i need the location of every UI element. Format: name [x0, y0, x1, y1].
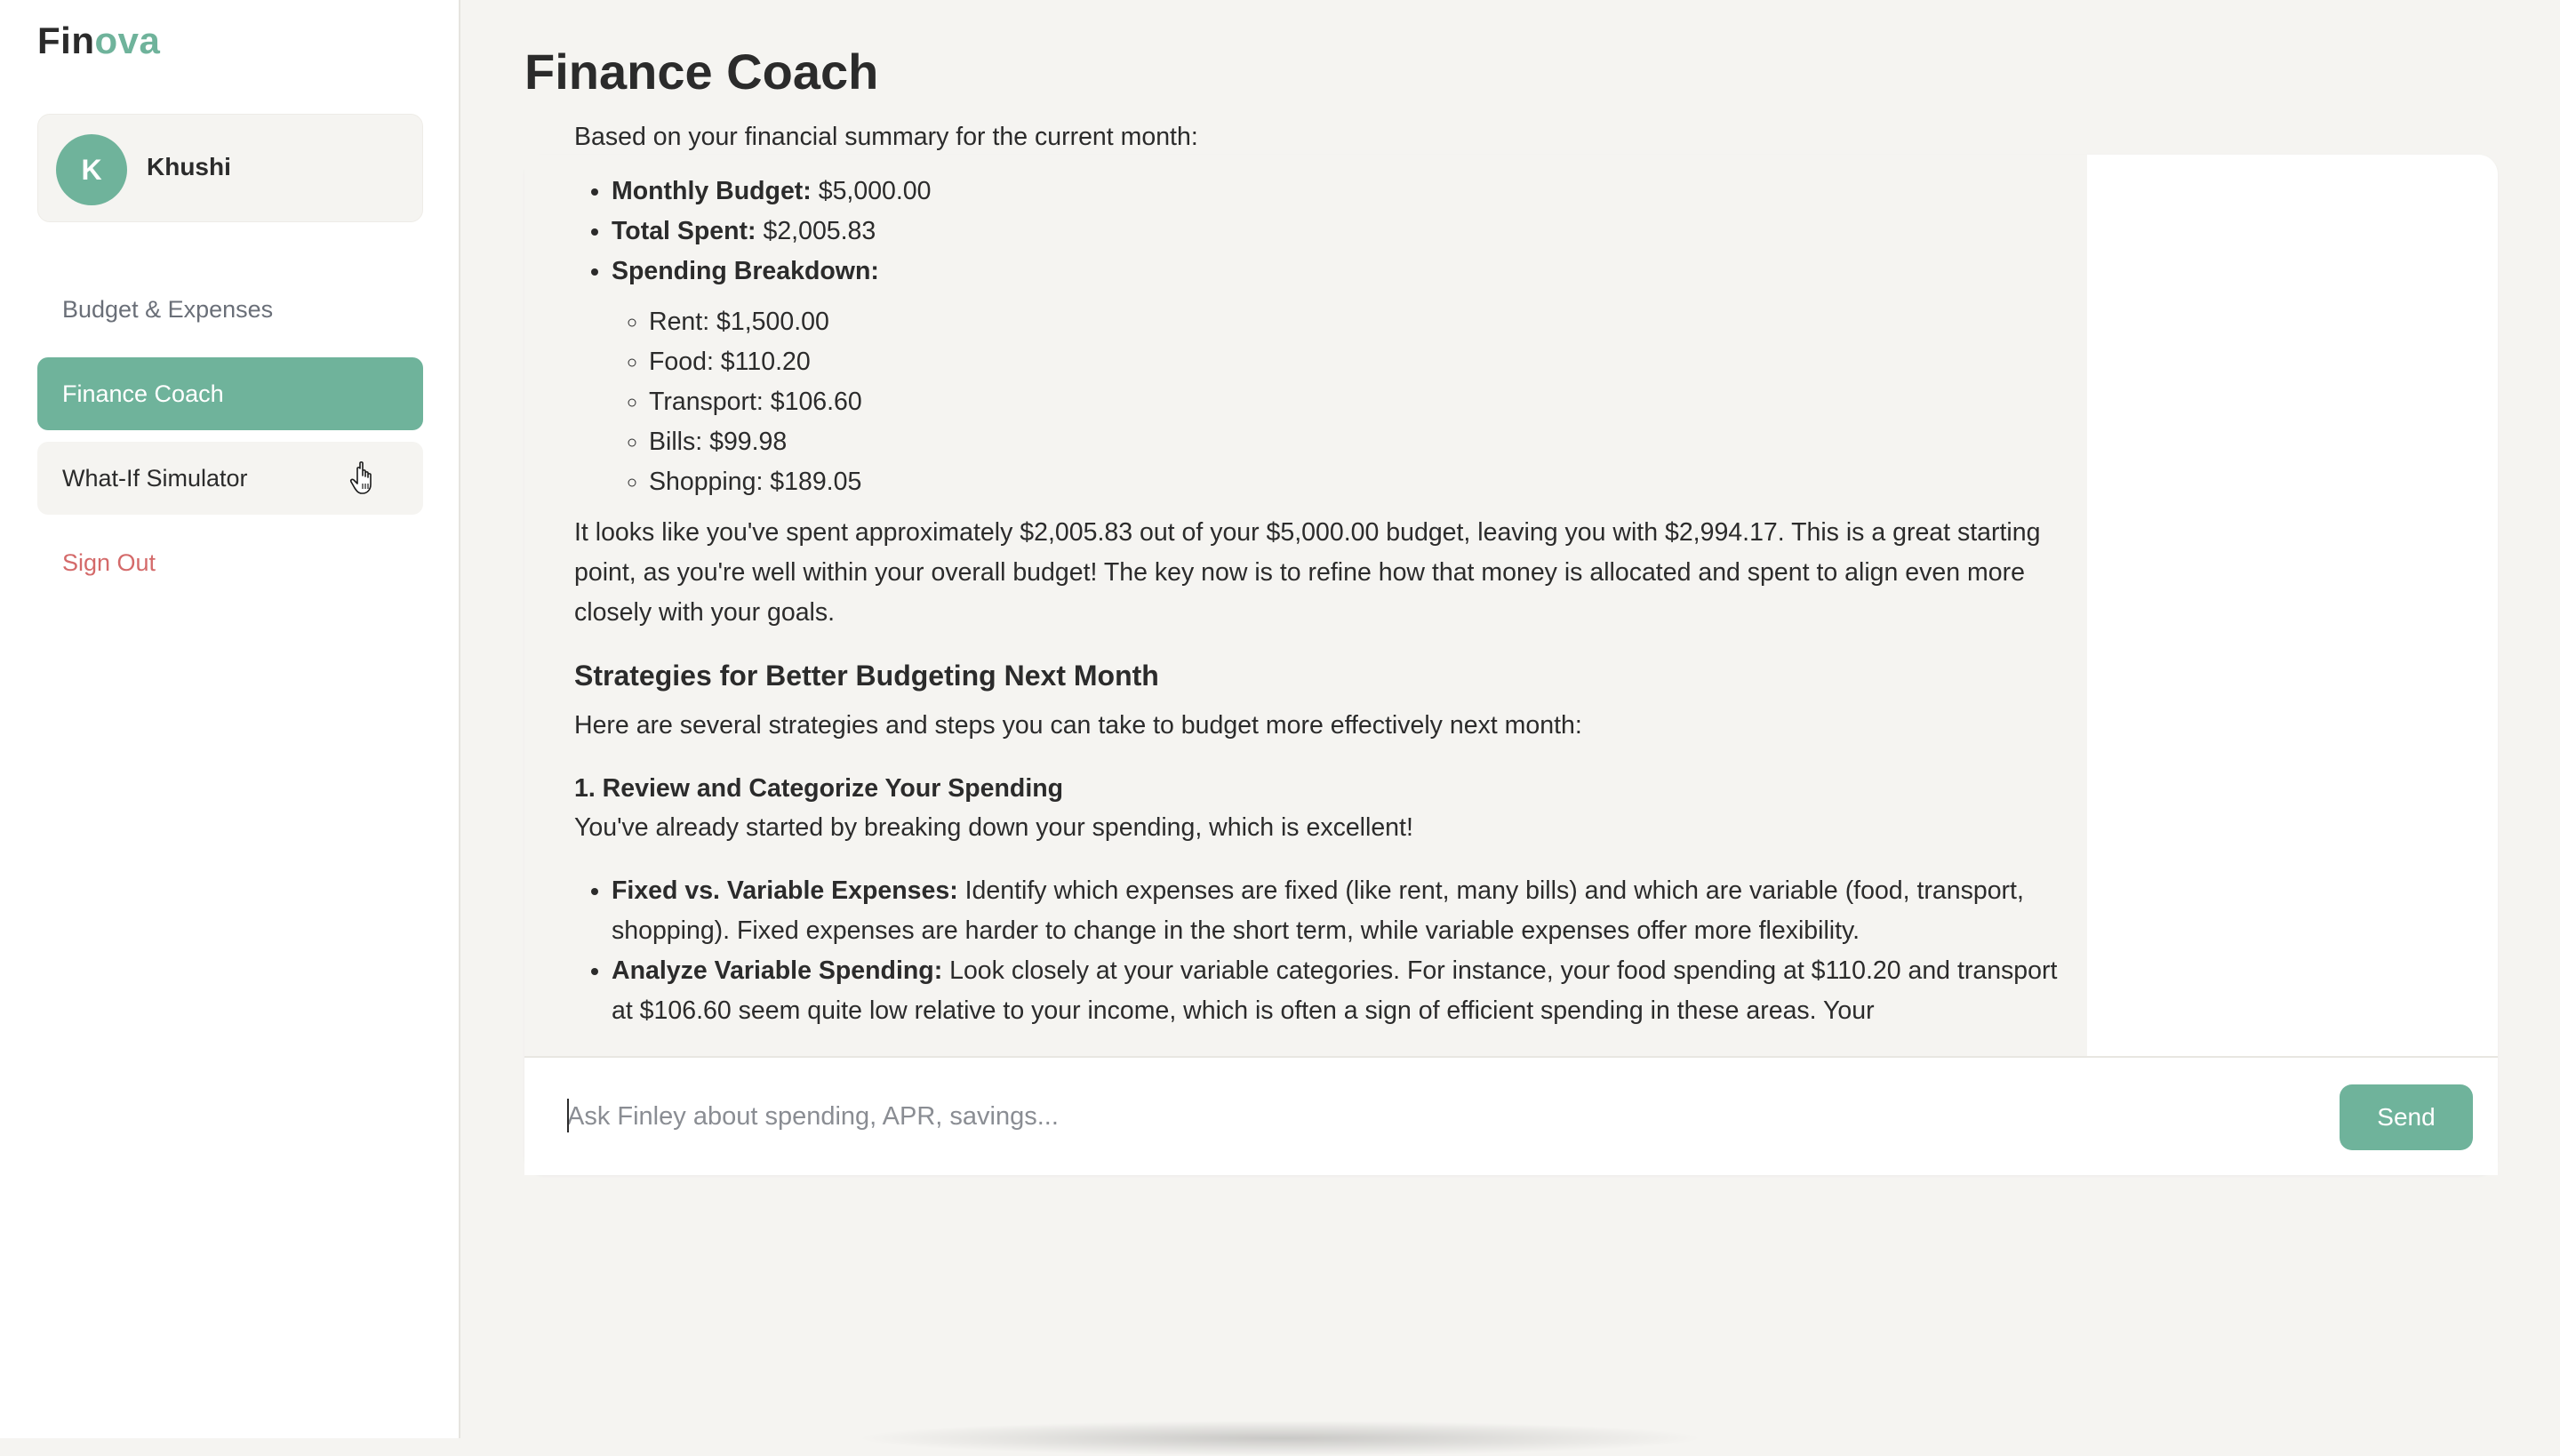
- list-item: ◦ Bills: $99.98: [649, 422, 2068, 462]
- sidebar: [0, 0, 460, 1438]
- sign-out-button[interactable]: [37, 526, 423, 599]
- send-button[interactable]: Send: [2340, 1084, 2473, 1150]
- hand-pointer-icon: [350, 460, 379, 496]
- sidebar-item-label: Finance Coach: [62, 380, 224, 407]
- message-paragraph: You've already started by breaking down your spending, which is excellent!: [574, 813, 1413, 842]
- sidebar-item-finance-coach[interactable]: [37, 357, 423, 430]
- user-card: [37, 114, 423, 222]
- list-item: • Fixed vs. Variable Expenses: Identify which expenses are fixed (like rent, many bills) and which are variable (food, transport, shopping). Fixed expenses are harder to change in the short term, while variable expenses offer more flexibility.: [612, 871, 2068, 951]
- list-item: • Analyze Variable Spending: Look closely at your variable categories. For instance, your food spending at $110.20 and transport at $106.60 seem quite low relative to your income, which is often a sign of efficient spending in these areas. Your: [612, 951, 2068, 1031]
- list-item: ◦ Rent: $1,500.00: [649, 302, 2068, 342]
- bottom-shadow: [853, 1420, 1707, 1456]
- list-item: • Total Spent: $2,005.83: [612, 212, 2068, 252]
- assistant-message: [574, 117, 2068, 1031]
- sign-out-label: Sign Out: [62, 548, 156, 576]
- avatar: K: [56, 134, 127, 205]
- user-name: Khushi: [147, 153, 231, 180]
- chat-input[interactable]: [567, 1084, 2309, 1148]
- chat-input-bar: [524, 1056, 2498, 1175]
- chat-messages[interactable]: [524, 123, 2087, 1056]
- message-subheading: 1. Review and Categorize Your Spending: [574, 774, 1064, 803]
- chat-panel: [524, 123, 2498, 1175]
- sidebar-item-label: Budget & Expenses: [62, 295, 274, 323]
- list-item: ◦ Food: $110.20: [649, 342, 2068, 382]
- page-title: Finance Coach: [524, 44, 879, 100]
- logo-text-ova: ova: [94, 20, 161, 61]
- sidebar-item-budget-expenses[interactable]: [37, 273, 423, 346]
- message-paragraph: Here are several strategies and steps you can take to budget more effectively next month:: [574, 711, 1582, 740]
- message-paragraph: It looks like you've spent approximately $2,005.83 out of your $5,000.00 budget, leaving you with $2,994.17. This is a great starting point, as you're well within your overall budget! The key now is to refine how that money is allocated and spent to align even more closely with your goals.: [574, 518, 2041, 627]
- list-item: ◦ Transport: $106.60: [649, 382, 2068, 422]
- spending-breakdown-list: [612, 302, 2068, 502]
- list-item: • Monthly Budget: $5,000.00: [612, 172, 2068, 212]
- app-logo: [37, 20, 160, 62]
- message-intro: Based on your financial summary for the current month:: [574, 123, 1198, 151]
- message-heading: Strategies for Better Budgeting Next Month: [574, 660, 1159, 692]
- list-item: • Spending Breakdown: ◦ Rent: $1,500.00 ◦ Food: $110.20 ◦ Transport: $106.60 ◦ Bills: $99.98 ◦ Shopping: $189.05: [612, 252, 2068, 502]
- list-item: ◦ Shopping: $189.05: [649, 462, 2068, 502]
- text-caret: [567, 1099, 569, 1132]
- summary-list: [574, 172, 2068, 502]
- tips-list: [574, 871, 2068, 1031]
- logo-text-fin: Fin: [37, 20, 95, 61]
- sidebar-item-label: What-If Simulator: [62, 464, 248, 492]
